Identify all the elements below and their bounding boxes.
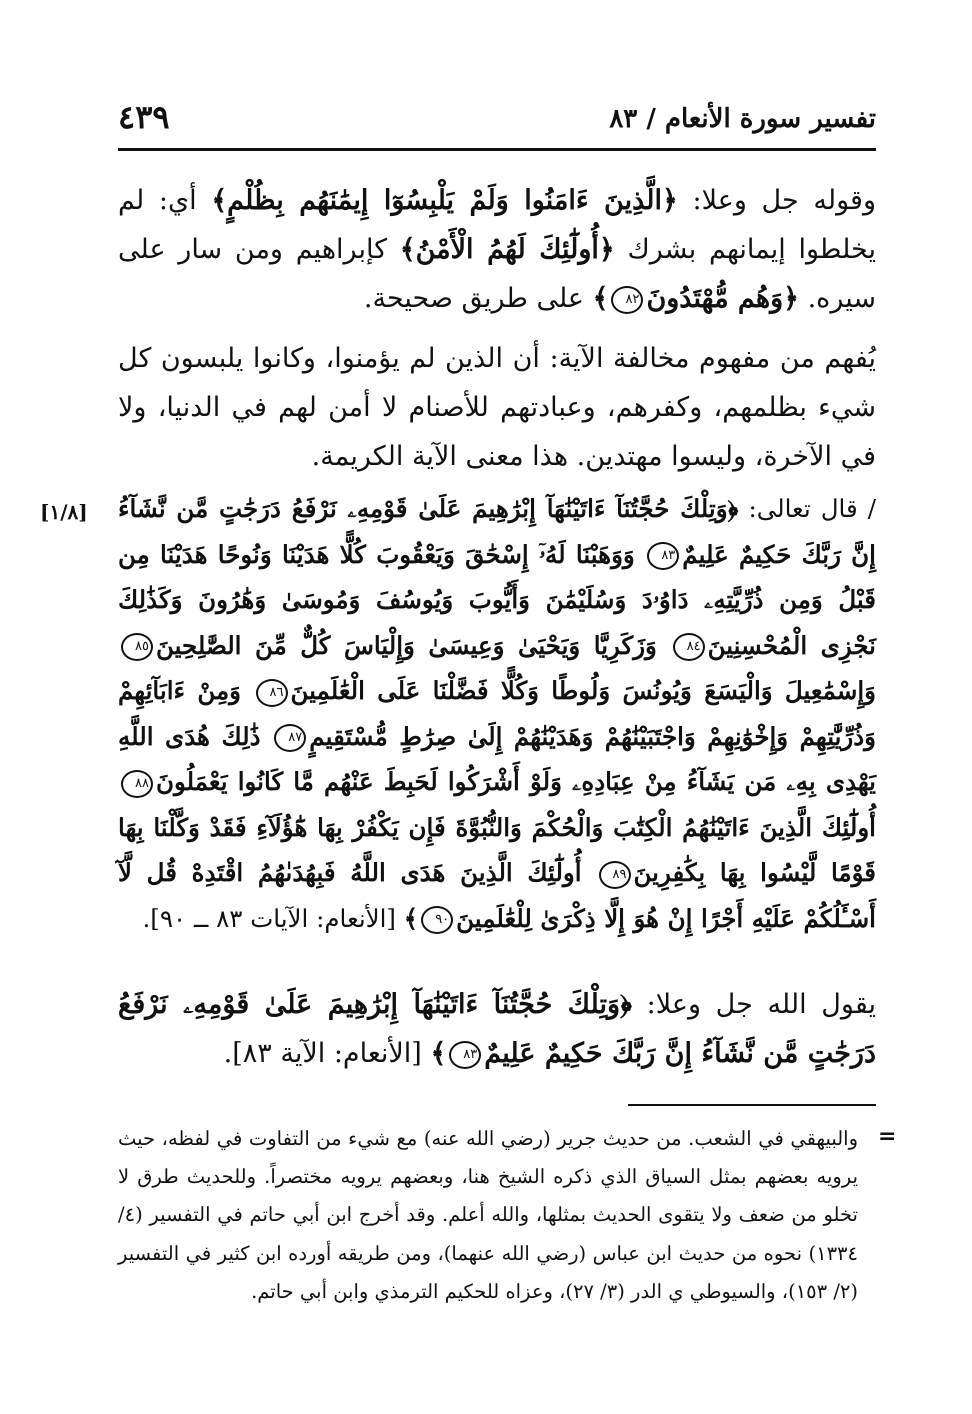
quran-verse: وَإِسْمَٰعِيلَ وَالْيَسَعَ وَيُونُسَ وَلُوطًا وَكُلًّا فَضَّلْنَا عَلَى الْعَٰلَمِينَ (290, 676, 876, 705)
quran-verse: ذَٰلِكَ هُدَى اللَّهِ يَهْدِى بِهِۦ مَن يَشَآءُ مِنْ عِبَادِهِۦ وَلَوْ أَشْرَكُوا لَحَبِطَ عَنْهُم مَّا كَانُوا يَعْمَلُونَ (118, 721, 876, 796)
running-title: تفسير سورة الأنعام / ٨٣ (609, 104, 876, 134)
page-number: ٤٣٩ (118, 98, 170, 136)
commentary-text: كإبراهيم ومن سار على سيره. (118, 234, 876, 314)
quran-verse: ﴿وَتِلْكَ حُجَّتُنَآ ءَاتَيْنَٰهَآ إِبْرَٰهِيمَ عَلَىٰ قَوْمِهِۦ نَرْفَعُ دَرَجَٰتٍ مَّن نَّشَآءُ إِنَّ رَبَّكَ حَكِيمٌ عَلِيمٌ (118, 989, 876, 1069)
footnote-text: والبيهقي في الشعب. من حديث جرير (رضي الله عنه) مع شيء من التفاوت في لفظه، حيث يرويه بعضهم بمثل السياق الذي ذكره الشيخ هنا، وبعضهم يرويه مختصراً. وللحديث طرق لا تخلو من ضعف ولا يتقوى الحديث بمثلها، والله أعلم. وقد أخرج ابن أبي حاتم في التفسير (٤/ ١٣٣٤) نحوه من حديث ابن عباس (رضي الله عنهما)، ومن طريقه أورده ابن كثير في التفسير (٢/ ١٥٣)، والسيوطي ي الدر (٣/ ٢٧)، وعزاه للحكيم الترمذي وابن أبي حاتم. (118, 1127, 858, 1303)
paragraph-1 (118, 176, 876, 323)
commentary-text: أي: لم يخلطوا إيمانهم بشرك (118, 185, 876, 265)
manuscript-page-marker: [١/٨] (40, 500, 88, 524)
surah-reference: [الأنعام: الآية ٨٣]. (223, 1038, 422, 1069)
intro-text: / قال تعالى: (748, 494, 876, 523)
intro-text: يقول الله جل وعلا: (646, 989, 876, 1020)
quran-verse: ﴿وَتِلْكَ حُجَّتُنَآ ءَاتَيْنَٰهَآ إِبْرَٰهِيمَ عَلَىٰ قَوْمِهِۦ نَرْفَعُ دَرَجَٰتٍ مَّن نَّشَآءُ إِنَّ رَبَّكَ حَكِيمٌ عَلِيمٌ (118, 494, 876, 569)
ayah-number-badge: ٨٢ (611, 286, 643, 314)
footnote-divider (628, 1104, 876, 1106)
ayah-number-badge: ٨٩ (599, 861, 631, 889)
page-header (118, 96, 876, 151)
commentary-text: على طريق صحيحة. (363, 283, 585, 314)
quran-verse: وَمِنْ ءَابَآئِهِمْ وَذُرِّيَّٰتِهِمْ وَإِخْوَٰنِهِمْ وَاجْتَبَيْنَٰهُمْ وَهَدَيْنَٰهُمْ إِلَىٰ صِرَٰطٍ مُّسْتَقِيمٍ (118, 676, 876, 751)
intro-text: وقوله جل وعلا: (692, 185, 876, 216)
paragraph-4 (118, 980, 876, 1078)
ayah-number-badge: ٨٤ (673, 633, 705, 661)
ayah-number-badge: ٨٨ (121, 770, 153, 798)
quran-verse: أُولَٰٓئِكَ الَّذِينَ ءَاتَيْنَٰهُمُ الْكِتَٰبَ وَالْحُكْمَ وَالنُّبُوَّةَ فَإِن يَكْفُرْ بِهَا هَٰٓؤُلَآءِ فَقَدْ وَكَّلْنَا بِهَا قَوْمًا لَّيْسُوا بِهَا بِكَٰفِرِينَ (118, 812, 876, 887)
verse-close-bracket: ﴾ (592, 283, 609, 314)
paragraph-2: يُفهم من مفهوم مخالفة الآية: أن الذين لم يؤمنوا، وكانوا يلبسون كل شيء بظلمهم، وكفرهم، وعبادتهم للأصنام لا أمن لهم في الدنيا، ولا في الآخرة، وليسوا مهتدين. هذا معنى الآية الكريمة. (118, 343, 876, 472)
verse-close-bracket: ﴾ (403, 903, 419, 933)
quran-verse: ﴿الَّذِينَ ءَامَنُوا وَلَمْ يَلْبِسُوٓا إِيمَٰنَهُم بِظُلْمٍ﴾ (211, 185, 678, 216)
verse-close-bracket: ﴾ (430, 1038, 447, 1069)
ayah-number-badge: ٨٣ (449, 1041, 481, 1069)
quran-verse: وَزَكَرِيَّا وَيَحْيَىٰ وَعِيسَىٰ وَإِلْيَاسَ كُلٌّ مِّنَ الصَّٰلِحِينَ (156, 630, 657, 660)
quran-verse: ﴿وَهُم مُّهْتَدُونَ (646, 283, 799, 314)
ayah-number-badge: ٨٣ (647, 542, 679, 570)
surah-reference: [الأنعام: الآيات ٨٣ ــ ٩٠]. (142, 903, 396, 933)
ayah-number-badge: ٨٦ (256, 679, 288, 707)
footnote-continuation-marker: = (878, 1124, 897, 1149)
ayah-number-badge: ٨٥ (121, 633, 153, 661)
quran-verse: وَوَهَبْنَا لَهُۥٓ إِسْحَٰقَ وَيَعْقُوبَ كُلًّا هَدَيْنَا وَنُوحًا هَدَيْنَا مِن قَبْلُ وَمِن ذُرِّيَّتِهِۦ دَاوُۥدَ وَسُلَيْمَٰنَ وَأَيُّوبَ وَيُوسُفَ وَمُوسَىٰ وَهَٰرُونَ وَكَذَٰلِكَ نَجْزِى الْمُحْسِنِينَ (118, 539, 876, 660)
ayah-number-badge: ٨٧ (274, 724, 306, 752)
paragraph-verses (118, 486, 876, 941)
ayah-number-badge: ٩٠ (421, 906, 453, 934)
quran-verse: ﴿أُولَٰٓئِكَ لَهُمُ الْأَمْنُ﴾ (399, 234, 615, 265)
quran-verse: أُولَٰٓئِكَ الَّذِينَ هَدَى اللَّهُ فَبِهُدَىٰهُمُ اقْتَدِهْ قُل لَّآ أَسْـَٔلُكُمْ عَلَيْهِ أَجْرًا إِنْ هُوَ إِلَّا ذِكْرَىٰ لِلْعَٰلَمِينَ (118, 858, 876, 933)
